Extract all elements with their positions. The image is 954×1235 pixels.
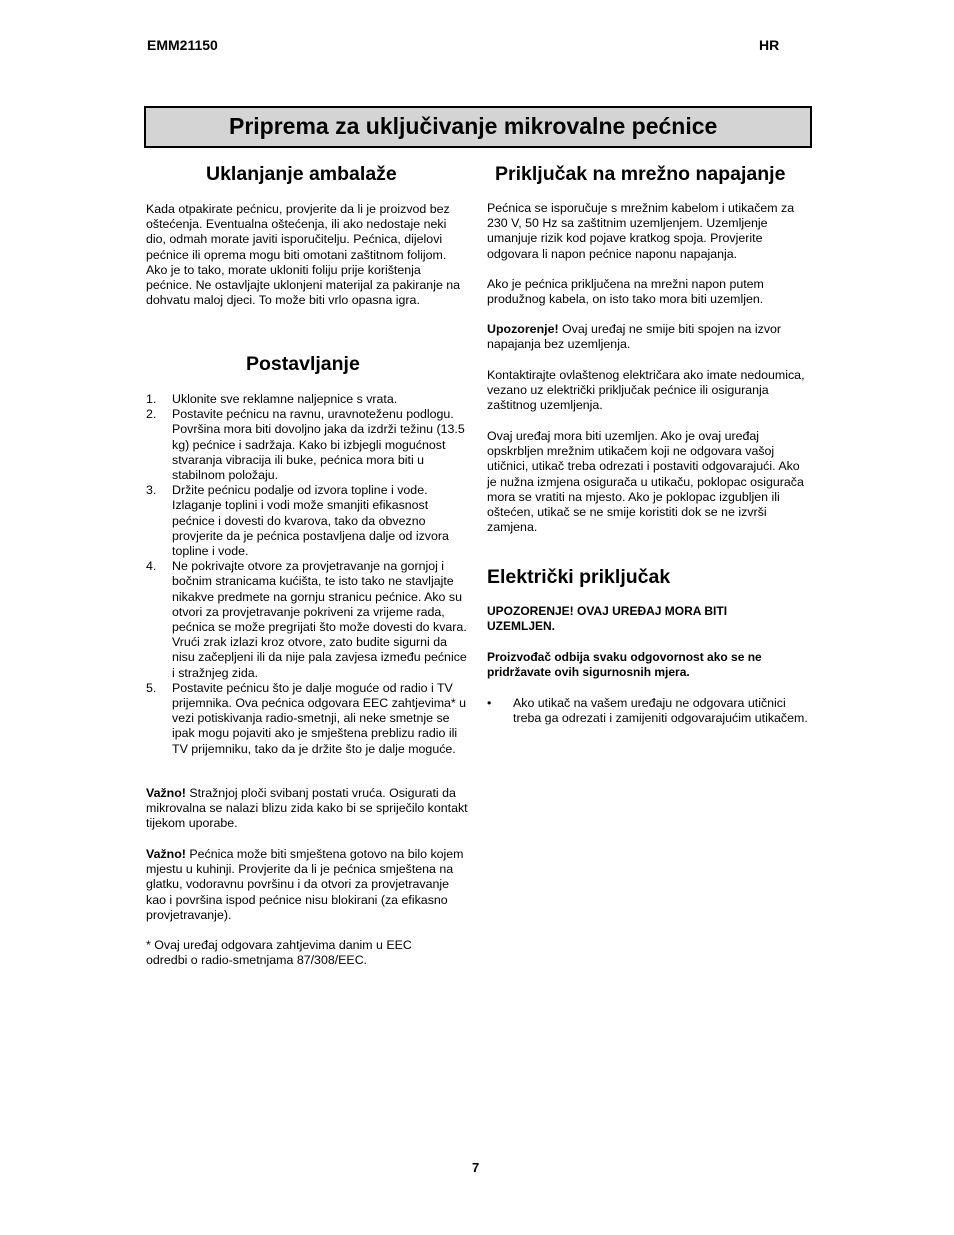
mains-paragraph-3: Kontaktirajte ovlaštenog električara ako imate nedoumica, vezano uz električki priključak pećnice ili osiguranja zaštitnog uzemljenja.: [487, 368, 805, 413]
step-number: 4.: [146, 559, 157, 574]
step-text: Postavite pećnicu što je dalje moguće od radio i TV prijemnika. Ova pećnica odgovara EEC zahtjevima* u vezi potiskivanja radio-smetnji, ali neke smetnje se ipak mogu pojaviti ako je smještena preblizu radio ili TV prijemniku, tako da je držite što je dalje moguće.: [172, 680, 467, 756]
step-number: 1.: [146, 392, 157, 406]
list-item: [146, 392, 468, 407]
bullet-icon: •: [487, 696, 492, 710]
bullet-text: Ako utikač na vašem uređaju ne odgovara utičnici treba ga odrezati i zamijeniti odgovarajućim utikačem.: [513, 696, 808, 726]
warning-text: Ovaj uređaj ne smije biti spojen na izvor napajanja bez uzemljenja.: [487, 322, 782, 352]
page-title: Priprema za uključivanje mikrovalne pećnice: [229, 113, 718, 139]
mains-paragraph-4: Ovaj uređaj mora biti uzemljen. Ako je ovaj uređaj opskrbljen mrežnim utikačem koji ne odgovara vašoj utičnici, utikač treba odrezati i postaviti odgovarajući. Ako je nužna izmjena osigurača u utikaču, poklopac osigurača mora se vratiti na mjesto. Ako je poklopac izgubljen ili oštećen, utikač se ne smije koristiti dok se ne izvrši zamjena.: [487, 429, 804, 535]
electrical-heading: Električki priključak: [487, 566, 671, 588]
mains-heading: Priključak na mrežno napajanje: [495, 163, 786, 185]
electrical-disclaimer: Proizvođač odbija svaku odgovornost ako se ne pridržavate ovih sigurnosnih mjera.: [487, 650, 762, 680]
list-item: [146, 407, 468, 483]
note-label: Važno!: [146, 847, 186, 861]
install-steps: [146, 392, 468, 757]
unpack-paragraph: Kada otpakirate pećnicu, provjerite da li je proizvod bez oštećenja. Eventualna oštećenja, ili ako nedostaje neki dio, odmah morate javiti isporučitelju. Pećnica, dijelovi pećnice ili oprema mogu biti omotani zaštitnom folijom. Ako je to tako, morate ukloniti foliju prije korištenja pećnice. Ne ostavljajte uklonjeni materijal za pakiranje na dohvatu maloj djeci. To može biti vrlo opasna igra.: [146, 202, 461, 308]
install-heading: Postavljanje: [246, 353, 360, 375]
model-number: EMM21150: [147, 37, 218, 53]
language-code: HR: [759, 37, 780, 53]
step-text: Držite pećnicu podalje od izvora topline i vode. Izlaganje toplini i vodi može smanjiti efikasnost pećnice i dovesti do kvarova, tako da obvezno provjerite da je pećnica postavljena dalje od izvora topline i vode.: [172, 483, 449, 559]
list-item: [146, 681, 468, 757]
unpack-heading: Uklanjanje ambalaže: [206, 163, 397, 185]
warning-label: Upozorenje!: [487, 322, 559, 336]
list-item: [146, 559, 468, 681]
note-text: Stražnjoj ploči svibanj postati vruća. Osigurati da mikrovalna se nalazi blizu zida kako bi se spriječilo kontakt tijekom uporabe.: [146, 786, 468, 831]
list-item: [146, 483, 468, 559]
step-number: 3.: [146, 483, 157, 498]
left-column: [146, 0, 468, 1235]
step-text: Uklonite sve reklamne naljepnice s vrata.: [172, 392, 398, 406]
important-note-1: [146, 786, 468, 832]
footnote: * Ovaj uređaj odgovara zahtjevima danim u EEC odredbi o radio-smetnjama 87/308/EEC.: [146, 938, 412, 968]
mains-paragraph-1: Pećnica se isporučuje s mrežnim kabelom i utikačem za 230 V, 50 Hz sa zaštitnim uzemljenjem. Uzemljenje umanjuje rizik kod pojave kratkog spoja. Provjerite odgovara li napon pećnice naponu napajanja.: [487, 201, 795, 261]
step-number: 5.: [146, 680, 157, 695]
warning-paragraph: [487, 322, 809, 352]
step-number: 2.: [146, 407, 157, 422]
list-item: [487, 696, 809, 726]
electrical-warning: UPOZORENJE! OVAJ UREĐAJ MORA BITI UZEMLJEN.: [487, 604, 728, 634]
step-text: Postavite pećnicu na ravnu, uravnoteženu podlogu. Površina mora biti dovoljno jaka da izdrži težinu (13.5 kg) pećnice i sadržaja. Kako bi izbjegli mogućnost stvaranja vibracija ili buke, pećnica mora biti u stabilnom položaju.: [172, 407, 465, 483]
electrical-bullets: [487, 696, 809, 726]
step-text: Ne pokrivajte otvore za provjetravanje na gornjoj i bočnim stranicama kućišta, te isto tako ne stavljajte nikakve predmete na gornju stranicu pećnice. Ako su otvori za provjetravanje pokriveni za vrijeme rada, pećnica se može pregrijati što može dovesti do kvara. Vrući zrak izlazi kroz otvore, zato budite sigurni da nisu začepljeni ili da nije pala zavjesa između pećnice i stražnjeg zida.: [172, 559, 467, 680]
note-text: Pećnica može biti smještena gotovo na bilo kojem mjestu u kuhinji. Provjerite da li je pećnica smještena na glatku, vodoravnu površinu i da otvori za provjetravanje kao i površina ispod pećnice nisu blokirani (za efikasno provjetravanje).: [146, 847, 464, 922]
page-number: 7: [472, 1160, 480, 1175]
note-label: Važno!: [146, 786, 186, 800]
right-column: [487, 0, 809, 1235]
important-note-2: [146, 847, 468, 923]
mains-paragraph-2: Ako je pećnica priključena na mrežni napon putem produžnog kabela, on isto tako mora biti uzemljen.: [487, 277, 764, 307]
